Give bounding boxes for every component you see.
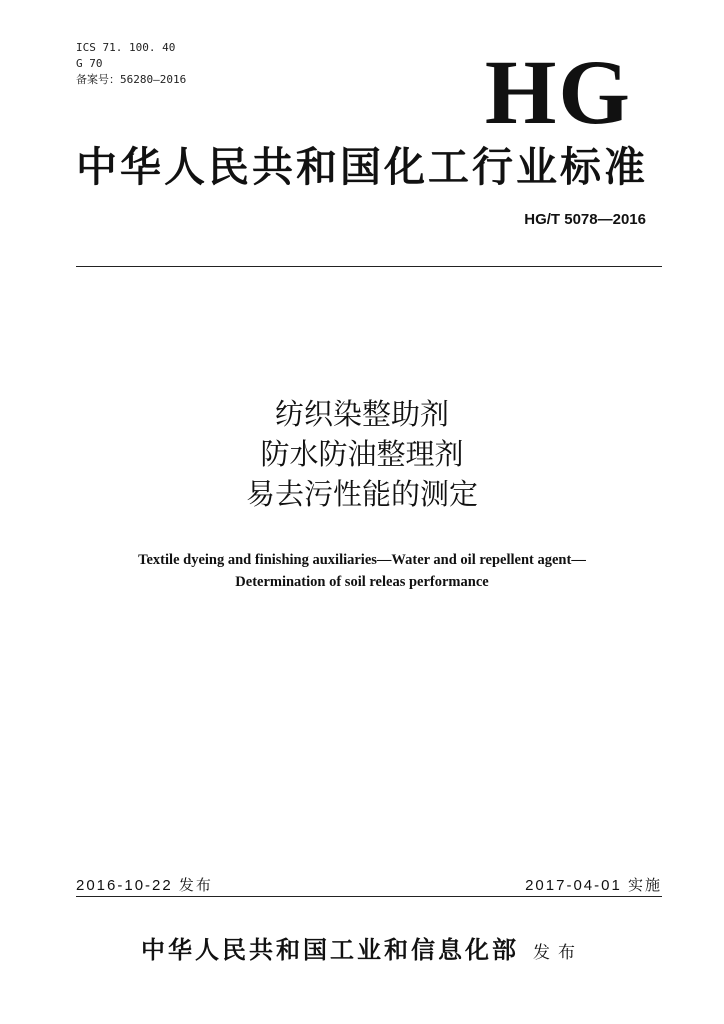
english-title-line-1: Textile dyeing and finishing auxiliaries—Water and oil repellent agent— [138, 552, 586, 568]
classification-block [76, 40, 186, 88]
chinese-title-line-1: 纺织染整助剂 [274, 397, 449, 431]
industry-standard-title: 中华人民共和国化工行业标准 [76, 143, 648, 191]
issue-date: 2016-10-22 发布 [76, 877, 213, 894]
chinese-title-line-3: 易去污性能的测定 [245, 477, 478, 511]
ics-code: ICS 71. 100. 40 [76, 41, 176, 54]
dates-row [76, 874, 662, 896]
implementation-date: 2017-04-01 实施 [525, 877, 662, 894]
ccs-code: G 70 [76, 57, 103, 70]
english-title-line-2: Determination of soil releas performance [235, 574, 489, 590]
english-title [0, 549, 724, 593]
filing-number: 备案号：56280—2016 [76, 73, 187, 86]
hg-logo: HG [484, 41, 632, 143]
chinese-title-line-2: 防水防油整理剂 [260, 437, 464, 471]
publisher-suffix: 发布 [533, 943, 583, 963]
bottom-divider [76, 896, 662, 897]
standard-number: HG/T 5078—2016 [524, 211, 646, 228]
publisher-name: 中华人民共和国工业和信息化部 [141, 935, 519, 964]
chinese-title [0, 394, 724, 514]
publisher-line [0, 930, 724, 965]
top-divider [76, 266, 662, 267]
